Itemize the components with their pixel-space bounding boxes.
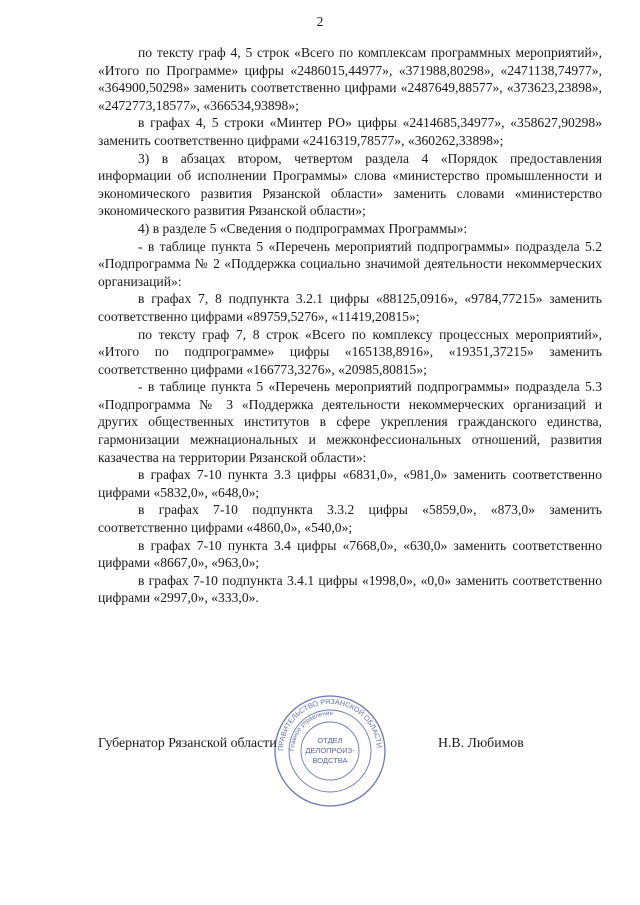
- paragraph: в графах 7-10 подпункта 3.3.2 цифры «5859,0», «873,0» заменить соответственно цифрами «4860,0», «540,0»;: [98, 502, 602, 536]
- paragraph: в графах 7-10 подпункта 3.4.1 цифры «1998,0», «0,0» заменить соответственно цифрами «2997,0», «333,0».: [98, 572, 602, 606]
- signatory-position: Губернатор Рязанской области: [98, 735, 277, 750]
- official-stamp: [272, 693, 388, 809]
- paragraph: - в таблице пункта 5 «Перечень мероприятий подпрограммы» подраздела 5.3 «Подпрограмма № 3 «Поддержка деятельности некоммерческих организаций и других общественных институтов в сфере укрепления гражданского единства, гармонизации межнациональных и межконфессиональных отношений, развития казачества на территории Рязанской области»:: [98, 379, 602, 465]
- paragraph: по тексту граф 4, 5 строк «Всего по комплексам программных мероприятий», «Итого по Программе» цифры «2486015,44977», «371988,80298», «2471138,74977», «364900,50298» заменить соответственно цифрами «2487649,88577», «373623,23898», «2472773,18577», «366534,93898»;: [98, 45, 602, 113]
- page-number: 2: [316, 14, 324, 29]
- seal-inner-line: ОТДЕЛ: [317, 736, 343, 745]
- paragraph: в графах 7-10 пункта 3.3 цифры «6831,0», «981,0» заменить соответственно цифрами «5832,0», «648,0»;: [98, 467, 602, 500]
- paragraph: в графах 4, 5 строки «Минтер РО» цифры «2414685,34977», «358627,90298» заменить соответственно цифрами «2416319,78577», «360262,33898»;: [98, 115, 602, 148]
- seal-outer-text: ПРАВИТЕЛЬСТВО РЯЗАНСКОЙ ОБЛАСТИ: [275, 696, 384, 752]
- seal-inner-line: ДЕЛОПРОИЗ-: [305, 746, 355, 755]
- paragraph: в графах 7, 8 подпункта 3.2.1 цифры «88125,0916», «9784,77215» заменить соответственно цифрами «89759,5276», «11419,20815»;: [98, 291, 602, 324]
- paragraph: в графах 7-10 пункта 3.4 цифры «7668,0», «630,0» заменить соответственно цифрами «8667,0», «963,0»;: [98, 537, 602, 571]
- seal-middle-text: Главное управление: [288, 709, 334, 752]
- paragraph: 3) в абзацах втором, четвертом раздела 4 «Порядок предоставления информации об исполнении Программы» слова «министерство промышленности и экономического развития Рязанской области» заменить словами «министерство экономического развития Рязанской области»;: [98, 150, 602, 219]
- document-body: [98, 44, 602, 607]
- signatory-name: Н.В. Любимов: [438, 735, 524, 750]
- paragraph: 4) в разделе 5 «Сведения о подпрограммах Программы»:: [138, 220, 468, 236]
- paragraph: - в таблице пункта 5 «Перечень мероприятий подпрограммы» подраздела 5.2 «Подпрограмма № 2 «Поддержка социально значимой деятельности некоммерческих организаций»:: [98, 238, 602, 289]
- seal-inner-line: ВОДСТВА: [312, 756, 348, 765]
- paragraph: по тексту граф 7, 8 строк «Всего по комплексу процессных мероприятий», «Итого по подпрограмме» цифры «165138,8916», «19351,37215» заменить соответственно цифрами «166773,3276», «20985,80815»;: [98, 326, 602, 377]
